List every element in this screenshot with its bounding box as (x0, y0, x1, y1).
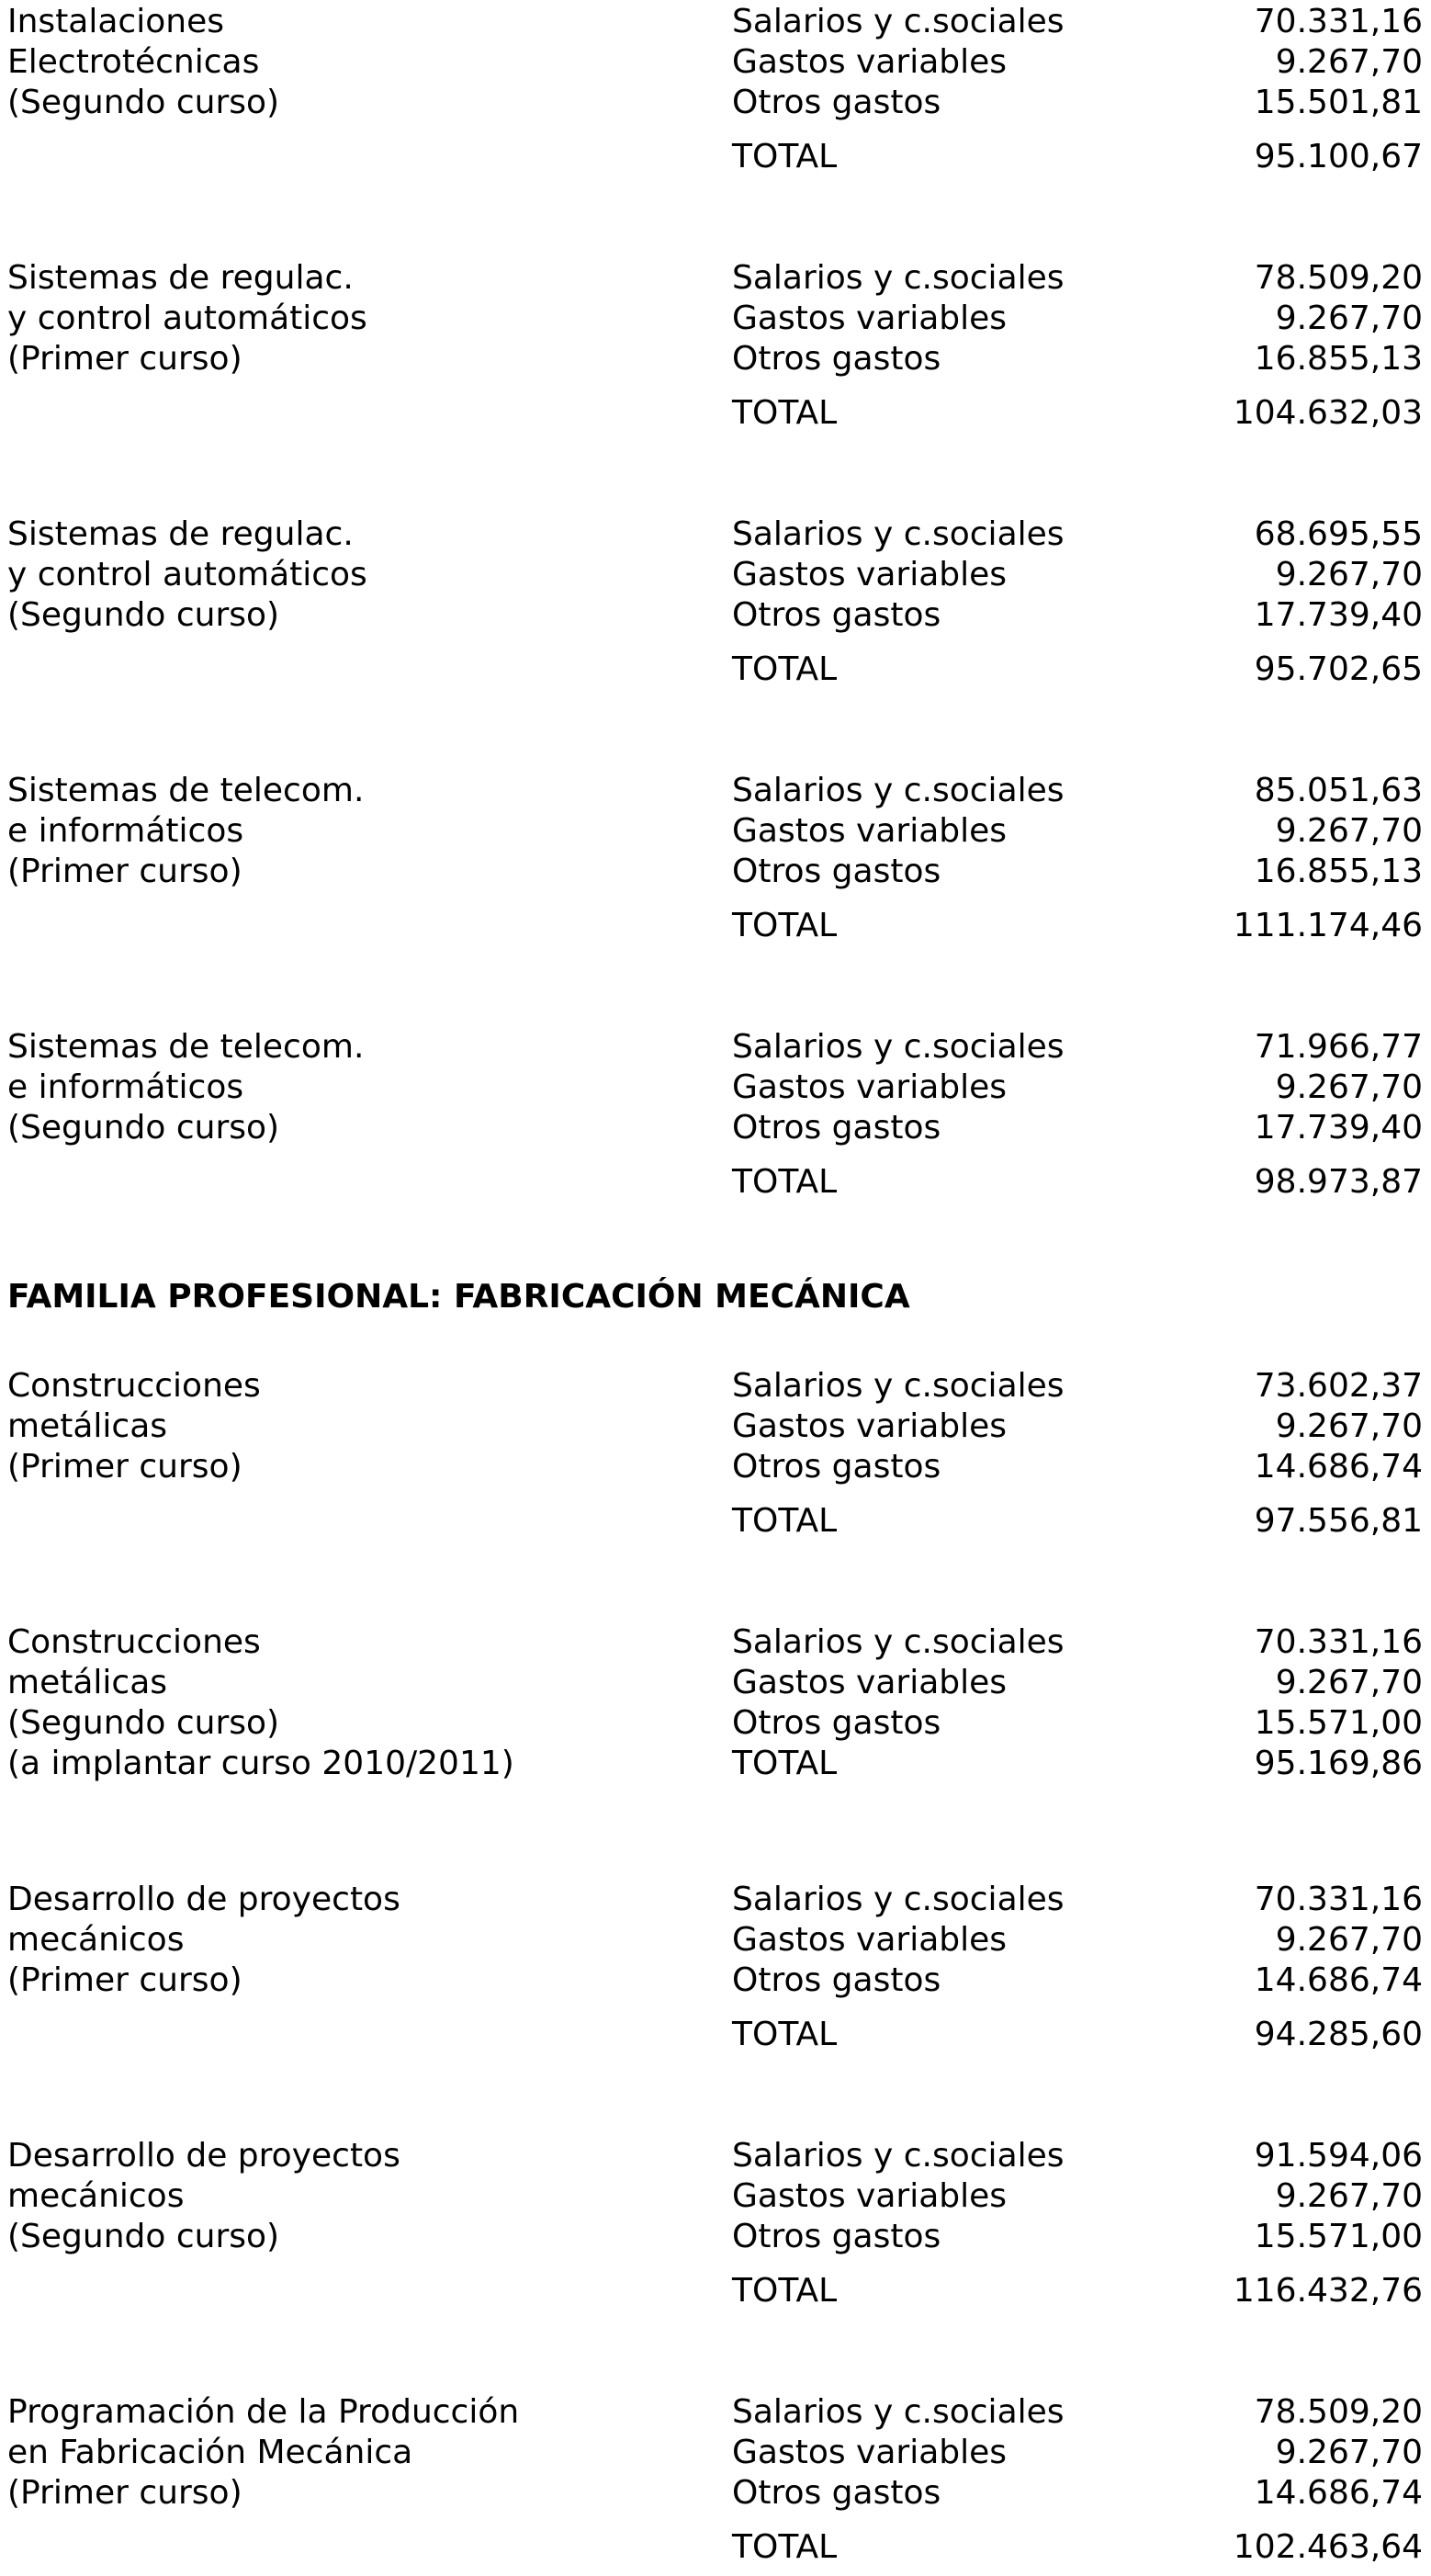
course-name-line: Construcciones (7, 1367, 261, 1405)
course-name-line: (Segundo curso) (7, 2218, 280, 2255)
expense-concept: Salarios y c.sociales (732, 3, 1065, 40)
expense-amount: 85.051,63 (1254, 772, 1423, 809)
expense-amount: 9.267,70 (1275, 556, 1423, 593)
course-name-line: Programación de la Producción (7, 2393, 520, 2431)
budget-block (0, 1027, 1431, 1211)
expense-concept: Otros gastos (732, 853, 941, 890)
course-name-line: mecánicos (7, 1921, 185, 1959)
course-name-line: (Segundo curso) (7, 1109, 280, 1147)
expense-amount: 9.267,70 (1275, 43, 1423, 81)
budget-block (0, 1622, 1431, 1806)
total-amount: 97.556,81 (1254, 1502, 1423, 1540)
expense-concept: Otros gastos (732, 2474, 941, 2512)
course-name-line: Construcciones (7, 1623, 261, 1661)
expense-amount: 17.739,40 (1254, 596, 1423, 634)
expense-concept: Gastos variables (732, 1664, 1008, 1701)
expense-amount: 16.855,13 (1254, 340, 1423, 378)
course-name-line: y control automáticos (7, 299, 367, 337)
expense-amount: 9.267,70 (1275, 1664, 1423, 1701)
expense-concept: Gastos variables (732, 2177, 1008, 2215)
expense-amount: 9.267,70 (1275, 1407, 1423, 1445)
total-label: TOTAL (732, 907, 838, 944)
expense-amount: 14.686,74 (1254, 1448, 1423, 1486)
expense-concept: Otros gastos (732, 1961, 941, 1999)
course-name-line: Sistemas de regulac. (7, 259, 354, 297)
expense-concept: Salarios y c.sociales (732, 1881, 1065, 1918)
course-name-line: Desarrollo de proyectos (7, 2137, 400, 2175)
budget-block (0, 2392, 1431, 2576)
expense-concept: Gastos variables (732, 1407, 1008, 1445)
expense-concept: Otros gastos (732, 84, 941, 121)
budget-block (0, 2, 1431, 186)
expense-amount: 9.267,70 (1275, 2177, 1423, 2215)
course-name-line: (Primer curso) (7, 1448, 242, 1486)
expense-concept: Gastos variables (732, 1068, 1008, 1106)
expense-amount: 70.331,16 (1254, 1881, 1423, 1918)
total-amount: 98.973,87 (1254, 1163, 1423, 1201)
expense-concept: Gastos variables (732, 812, 1008, 850)
expense-concept: Salarios y c.sociales (732, 772, 1065, 809)
course-name-line: Sistemas de telecom. (7, 772, 365, 809)
expense-concept: Salarios y c.sociales (732, 259, 1065, 297)
expense-concept: Gastos variables (732, 556, 1008, 593)
expense-concept: Otros gastos (732, 2218, 941, 2255)
total-amount: 111.174,46 (1233, 907, 1423, 944)
expense-concept: Salarios y c.sociales (732, 1028, 1065, 1066)
budget-block (0, 2136, 1431, 2320)
total-amount: 116.432,76 (1233, 2272, 1423, 2310)
course-name-line: (a implantar curso 2010/2011) (7, 1745, 514, 1782)
total-amount: 102.463,64 (1233, 2528, 1423, 2566)
budget-block (0, 514, 1431, 698)
expense-concept: Otros gastos (732, 1704, 941, 1742)
course-name-line: (Primer curso) (7, 340, 242, 378)
total-label: TOTAL (732, 650, 838, 688)
course-name-line: metálicas (7, 1407, 168, 1445)
course-name-line: (Segundo curso) (7, 1704, 280, 1742)
expense-amount: 91.594,06 (1254, 2137, 1423, 2175)
expense-amount: 15.571,00 (1254, 1704, 1423, 1742)
expense-amount: 14.686,74 (1254, 1961, 1423, 1999)
expense-amount: 68.695,55 (1254, 515, 1423, 553)
total-amount: 94.285,60 (1254, 2016, 1423, 2053)
expense-amount: 9.267,70 (1275, 2434, 1423, 2471)
total-label: TOTAL (732, 2016, 838, 2053)
total-label: TOTAL (732, 394, 838, 432)
expense-amount: 73.602,37 (1254, 1367, 1423, 1405)
course-name-line: (Primer curso) (7, 1961, 242, 1999)
course-name-line: (Primer curso) (7, 2474, 242, 2512)
expense-amount: 15.571,00 (1254, 2218, 1423, 2255)
total-label: TOTAL (732, 1745, 838, 1782)
expense-concept: Salarios y c.sociales (732, 1367, 1065, 1405)
total-amount: 95.702,65 (1254, 650, 1423, 688)
expense-amount: 16.855,13 (1254, 853, 1423, 890)
expense-amount: 9.267,70 (1275, 299, 1423, 337)
expense-concept: Gastos variables (732, 43, 1008, 81)
course-name-line: e informáticos (7, 812, 244, 850)
total-label: TOTAL (732, 2528, 838, 2566)
course-name-line: mecánicos (7, 2177, 185, 2215)
course-name-line: Sistemas de regulac. (7, 515, 354, 553)
course-name-line: metálicas (7, 1664, 168, 1701)
total-amount: 95.100,67 (1254, 138, 1423, 175)
expense-amount: 70.331,16 (1254, 1623, 1423, 1661)
expense-amount: 78.509,20 (1254, 2393, 1423, 2431)
course-name-line: e informáticos (7, 1068, 244, 1106)
budget-block (0, 1880, 1431, 2063)
total-amount: 95.169,86 (1254, 1745, 1423, 1782)
expense-amount: 78.509,20 (1254, 259, 1423, 297)
expense-concept: Salarios y c.sociales (732, 2393, 1065, 2431)
expense-amount: 71.966,77 (1254, 1028, 1423, 1066)
course-name-line: (Primer curso) (7, 853, 242, 890)
expense-amount: 15.501,81 (1254, 84, 1423, 121)
course-name-line: y control automáticos (7, 556, 367, 593)
expense-concept: Gastos variables (732, 299, 1008, 337)
expense-concept: Salarios y c.sociales (732, 515, 1065, 553)
budget-block (0, 258, 1431, 442)
budget-block (0, 771, 1431, 955)
expense-amount: 9.267,70 (1275, 812, 1423, 850)
course-name-line: (Segundo curso) (7, 596, 280, 634)
expense-amount: 9.267,70 (1275, 1068, 1423, 1106)
section-heading: FAMILIA PROFESIONAL: FABRICACIÓN MECÁNICA (7, 1278, 910, 1316)
expense-concept: Otros gastos (732, 340, 941, 378)
expense-amount: 70.331,16 (1254, 3, 1423, 40)
expense-amount: 14.686,74 (1254, 2474, 1423, 2512)
expense-concept: Gastos variables (732, 2434, 1008, 2471)
course-name-line: Instalaciones (7, 3, 224, 40)
course-name-line: en Fabricación Mecánica (7, 2434, 413, 2471)
total-label: TOTAL (732, 1502, 838, 1540)
expense-concept: Otros gastos (732, 596, 941, 634)
expense-concept: Salarios y c.sociales (732, 2137, 1065, 2175)
total-label: TOTAL (732, 138, 838, 175)
expense-concept: Salarios y c.sociales (732, 1623, 1065, 1661)
total-amount: 104.632,03 (1233, 394, 1423, 432)
course-name-line: Sistemas de telecom. (7, 1028, 365, 1066)
expense-amount: 17.739,40 (1254, 1109, 1423, 1147)
total-label: TOTAL (732, 2272, 838, 2310)
expense-concept: Otros gastos (732, 1448, 941, 1486)
total-label: TOTAL (732, 1163, 838, 1201)
budget-block (0, 1366, 1431, 1550)
expense-amount: 9.267,70 (1275, 1921, 1423, 1959)
expense-concept: Otros gastos (732, 1109, 941, 1147)
course-name-line: (Segundo curso) (7, 84, 280, 121)
expense-concept: Gastos variables (732, 1921, 1008, 1959)
course-name-line: Electrotécnicas (7, 43, 260, 81)
course-name-line: Desarrollo de proyectos (7, 1881, 400, 1918)
